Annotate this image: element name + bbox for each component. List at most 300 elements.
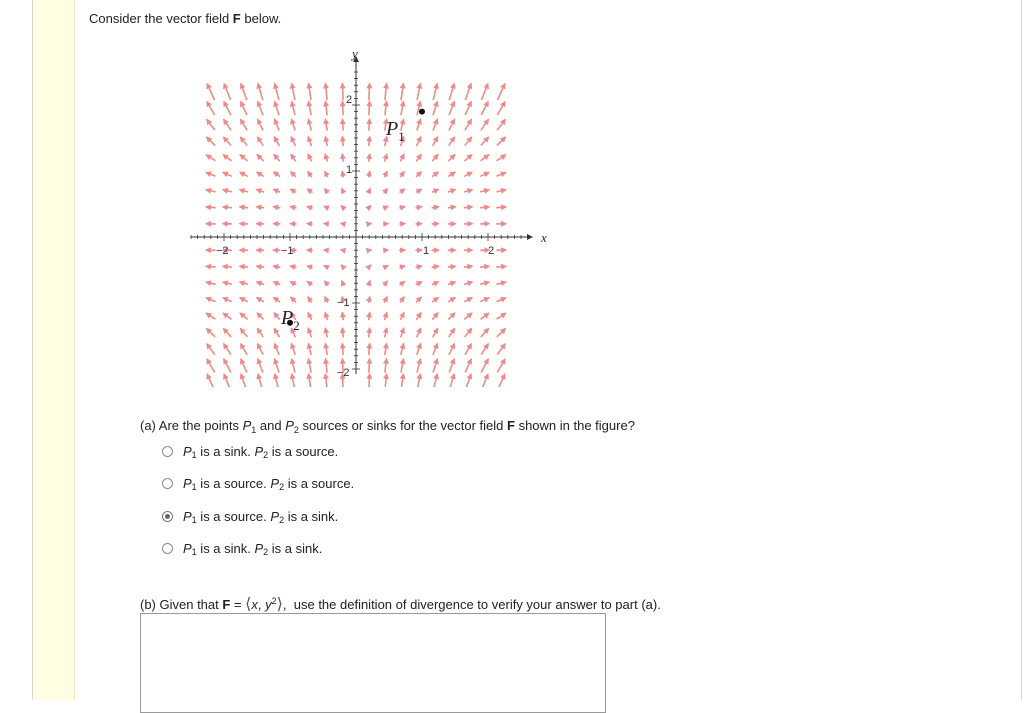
field-arrow <box>432 172 438 177</box>
y-tick-label: 1 <box>346 164 352 176</box>
field-arrow <box>417 359 420 373</box>
point-p2-label: $P_2$ <box>280 307 300 333</box>
field-arrow <box>274 328 279 337</box>
field-arrow <box>274 137 279 146</box>
field-arrow <box>206 172 215 176</box>
field-arrow <box>481 84 488 100</box>
field-arrow <box>432 266 439 267</box>
field-arrow <box>369 297 370 303</box>
field-arrow <box>257 298 264 302</box>
field-arrow <box>206 190 216 192</box>
field-arrow <box>432 313 438 320</box>
field-arrow <box>496 207 506 208</box>
field-arrow <box>290 282 296 285</box>
field-arrow <box>433 101 437 115</box>
field-arrow <box>258 359 263 373</box>
field-arrow <box>481 329 489 337</box>
field-arrow <box>464 266 472 267</box>
field-arrow <box>257 172 264 176</box>
field-arrow <box>449 328 455 337</box>
field-arrow <box>400 172 404 178</box>
field-arrow <box>448 207 456 208</box>
field-arrow <box>325 171 328 177</box>
field-arrow <box>416 313 421 320</box>
field-arrow <box>401 101 404 115</box>
field-arrow <box>385 374 387 387</box>
field-arrow <box>292 359 295 373</box>
field-arrow <box>275 374 279 387</box>
field-arrow <box>498 374 505 387</box>
field-arrow <box>325 297 328 303</box>
x-tick-label: −1 <box>281 245 294 257</box>
field-arrow <box>368 188 370 193</box>
field-arrow <box>240 282 248 284</box>
field-arrow <box>497 172 506 176</box>
field-arrow <box>416 297 421 302</box>
field-arrow <box>256 207 264 208</box>
field-arrow <box>480 298 489 302</box>
field-arrow <box>275 359 279 373</box>
field-arrow <box>400 154 404 161</box>
field-arrow <box>309 83 311 100</box>
field-arrow <box>433 119 438 130</box>
field-arrow <box>417 328 421 337</box>
field-arrow <box>207 137 216 145</box>
field-arrow <box>223 190 232 192</box>
field-arrow <box>464 282 472 284</box>
field-arrow <box>224 344 231 355</box>
field-arrow <box>369 359 370 373</box>
field-arrow <box>256 266 264 267</box>
field-arrow <box>433 374 437 387</box>
field-arrow <box>240 190 248 192</box>
field-arrow <box>292 374 295 387</box>
field-arrow <box>497 298 506 302</box>
field-arrow <box>240 155 248 161</box>
field-arrow <box>207 102 215 115</box>
x-axis-arrowhead <box>527 234 533 240</box>
field-arrow <box>401 374 403 387</box>
field-arrow <box>223 298 232 302</box>
field-arrow <box>449 344 455 355</box>
option-4[interactable]: P 1 is a sink. P 2 is a sink. <box>162 541 322 556</box>
field-arrow <box>400 281 405 285</box>
field-arrow <box>342 137 343 147</box>
x-tick-label: 2 <box>488 245 494 257</box>
field-arrow <box>480 172 489 176</box>
field-arrow <box>240 313 248 319</box>
field-arrow <box>324 281 328 285</box>
field-arrow <box>369 171 370 177</box>
field-arrow <box>496 190 506 192</box>
field-arrow <box>342 101 343 115</box>
x-tick-label: −2 <box>216 245 229 257</box>
field-arrow <box>480 282 489 284</box>
part-a-question: (a) Are the points $P_1$ and $P_2$ sources or sinks for the vector field F shown in the figure? <box>140 418 635 433</box>
field-arrow <box>448 190 456 193</box>
field-arrow <box>369 83 370 100</box>
field-arrow <box>480 190 489 192</box>
field-arrow <box>308 154 312 161</box>
point-p1-dot <box>419 109 425 115</box>
y-tick-label: −1 <box>337 297 350 309</box>
field-arrow <box>307 266 313 268</box>
field-arrow <box>465 102 471 116</box>
field-arrow <box>480 207 489 208</box>
field-arrow <box>307 281 312 285</box>
field-arrow <box>399 266 405 268</box>
field-arrow <box>241 374 247 387</box>
field-arrow <box>241 359 247 373</box>
field-arrow <box>401 359 404 373</box>
field-arrow <box>241 84 247 101</box>
field-arrow <box>384 297 387 303</box>
field-arrow <box>369 374 370 387</box>
option-3[interactable]: P 1 is a source. P 2 is a sink. <box>162 509 338 524</box>
field-arrow <box>341 265 344 268</box>
field-arrow <box>481 374 488 387</box>
field-arrow <box>432 282 439 285</box>
field-arrow <box>368 206 371 209</box>
field-arrow <box>223 207 232 208</box>
field-arrow <box>417 119 421 130</box>
field-arrow <box>497 137 506 145</box>
field-arrow <box>224 119 231 130</box>
field-arrow <box>383 266 388 268</box>
field-arrow <box>465 374 471 387</box>
field-arrow <box>206 155 215 161</box>
field-arrow <box>481 359 488 373</box>
field-arrow <box>291 154 296 161</box>
field-arrow <box>385 154 387 162</box>
field-arrow <box>385 359 387 373</box>
field-arrow <box>274 313 280 320</box>
field-arrow <box>274 154 280 161</box>
field-arrow <box>206 298 215 302</box>
field-arrow <box>417 344 421 355</box>
field-arrow <box>291 297 296 302</box>
field-arrow <box>309 359 312 373</box>
field-arrow <box>257 328 263 337</box>
field-arrow <box>432 154 438 161</box>
field-arrow <box>342 188 344 193</box>
field-arrow <box>292 84 295 101</box>
field-arrow <box>343 83 344 100</box>
field-arrow <box>308 297 312 303</box>
field-arrow <box>383 206 388 208</box>
field-arrow <box>449 84 454 101</box>
field-arrow <box>207 329 216 337</box>
field-arrow <box>308 119 311 130</box>
field-arrow <box>481 102 488 116</box>
option-1-radio[interactable] <box>162 446 173 457</box>
field-arrow <box>258 119 264 130</box>
field-arrow <box>240 298 248 302</box>
field-arrow <box>368 281 370 286</box>
field-arrow <box>369 312 370 320</box>
field-arrow <box>241 344 248 355</box>
field-arrow <box>384 171 387 177</box>
field-arrow <box>224 102 231 116</box>
field-arrow <box>240 137 247 146</box>
field-arrow <box>449 374 454 387</box>
field-arrow <box>497 359 505 372</box>
field-arrow <box>417 84 420 101</box>
field-arrow <box>481 344 488 355</box>
field-arrow <box>432 189 439 192</box>
field-arrow <box>326 374 328 387</box>
field-arrow <box>308 328 311 337</box>
field-arrow <box>273 189 280 192</box>
field-arrow <box>207 84 214 100</box>
field-arrow <box>433 359 437 373</box>
field-arrow <box>367 223 371 224</box>
x-axis-label: x <box>540 230 547 245</box>
field-arrow <box>401 83 403 100</box>
field-arrow <box>433 84 437 101</box>
field-arrow <box>325 343 327 355</box>
field-arrow <box>385 83 387 100</box>
field-arrow <box>240 328 247 337</box>
field-arrow <box>240 207 248 208</box>
field-arrow <box>401 344 404 355</box>
field-arrow <box>400 297 404 303</box>
field-arrow <box>342 312 343 320</box>
field-arrow <box>385 312 387 320</box>
field-arrow <box>448 298 455 302</box>
question-content <box>89 0 1009 700</box>
field-arrow <box>325 137 327 146</box>
field-arrow <box>308 172 312 178</box>
field-arrow <box>369 119 370 131</box>
field-arrow <box>307 189 312 193</box>
field-arrow <box>464 298 472 302</box>
field-arrow <box>223 172 232 176</box>
field-arrow <box>416 172 421 177</box>
field-arrow <box>291 119 295 130</box>
field-arrow <box>465 328 472 337</box>
field-arrow <box>400 313 404 320</box>
field-arrow <box>257 313 264 320</box>
field-arrow <box>416 282 422 285</box>
field-arrow <box>274 297 280 302</box>
field-arrow <box>465 119 472 130</box>
field-arrow <box>497 313 506 319</box>
option-4-radio[interactable] <box>162 543 173 554</box>
y-tick-label: −2 <box>337 367 350 379</box>
field-arrow <box>290 189 296 192</box>
field-arrow <box>369 343 370 355</box>
field-arrow <box>464 172 472 176</box>
field-arrow <box>258 101 263 115</box>
field-arrow <box>465 137 472 146</box>
field-arrow <box>223 282 232 284</box>
field-arrow <box>465 344 472 355</box>
field-arrow <box>448 266 456 267</box>
field-arrow <box>241 102 247 116</box>
field-arrow <box>385 343 387 355</box>
field-arrow <box>433 137 438 146</box>
field-arrow <box>400 189 405 193</box>
field-arrow <box>207 374 214 387</box>
field-arrow <box>206 266 216 267</box>
field-arrow <box>275 344 280 355</box>
field-arrow <box>401 328 404 337</box>
field-arrow <box>497 155 506 161</box>
field-arrow <box>307 207 313 209</box>
point-p1-label: $P_1$ <box>385 118 405 144</box>
field-arrow <box>496 266 506 267</box>
field-arrow <box>369 328 370 338</box>
field-arrow <box>465 359 471 373</box>
field-arrow <box>324 266 329 268</box>
field-arrow <box>342 119 343 131</box>
field-arrow <box>240 266 248 267</box>
answer-textarea[interactable] <box>140 613 606 713</box>
y-tick-label: 2 <box>346 94 352 106</box>
field-arrow <box>291 172 296 177</box>
field-arrow <box>464 313 472 319</box>
field-arrow <box>275 84 279 101</box>
field-arrow <box>324 189 328 193</box>
field-arrow <box>385 328 387 337</box>
field-arrow <box>342 328 343 338</box>
field-arrow <box>497 344 505 355</box>
field-arrow <box>449 137 455 146</box>
field-arrow <box>481 137 489 145</box>
field-arrow <box>325 328 327 337</box>
field-arrow <box>207 119 215 130</box>
field-arrow <box>275 119 280 130</box>
field-arrow <box>326 359 328 373</box>
field-arrow <box>417 374 420 387</box>
field-arrow <box>399 207 405 209</box>
field-arrow <box>325 154 327 162</box>
field-arrow <box>432 297 438 302</box>
field-arrow <box>206 282 216 284</box>
field-arrow <box>290 266 296 267</box>
field-arrow <box>309 374 311 387</box>
field-arrow <box>416 266 422 267</box>
part-b-question: (b) Given that F = ⟨x, $y^2⟩$, use the definition of divergence to verify your answer to part (a). <box>140 594 661 614</box>
y-axis-label: y <box>350 46 358 61</box>
field-arrow <box>341 223 345 224</box>
field-arrow <box>433 328 438 337</box>
field-arrow <box>481 313 489 319</box>
field-arrow <box>257 137 263 146</box>
field-arrow <box>449 119 455 130</box>
field-arrow <box>273 207 280 208</box>
field-arrow <box>342 154 343 162</box>
field-arrow <box>224 359 231 373</box>
field-arrow <box>449 101 454 115</box>
field-arrow <box>497 329 506 337</box>
field-arrow <box>464 190 472 192</box>
field-arrow <box>385 101 387 115</box>
field-arrow <box>416 207 422 208</box>
field-arrow <box>449 359 454 373</box>
field-arrow <box>325 119 327 131</box>
field-arrow <box>240 172 248 176</box>
option-3-radio[interactable] <box>162 511 173 522</box>
field-arrow <box>206 207 216 208</box>
field-arrow <box>481 119 488 130</box>
field-arrow <box>206 313 215 319</box>
field-arrow <box>308 313 312 320</box>
field-arrow <box>223 137 231 145</box>
field-arrow <box>384 189 388 193</box>
field-arrow <box>342 171 343 177</box>
field-arrow <box>292 101 295 115</box>
field-arrow <box>448 282 456 285</box>
field-arrow <box>308 137 311 146</box>
field-arrow <box>258 84 263 101</box>
field-arrow <box>341 250 345 251</box>
field-arrow <box>448 172 455 176</box>
field-arrow <box>417 137 421 146</box>
field-arrow <box>326 83 328 100</box>
field-arrow <box>448 313 455 320</box>
field-arrow <box>223 266 232 267</box>
field-arrow <box>432 207 439 208</box>
field-arrow <box>324 206 329 208</box>
field-arrow <box>369 154 370 162</box>
field-arrow <box>496 282 506 284</box>
intro-text: Consider the vector field F below. <box>89 11 281 26</box>
option-1[interactable]: P 1 is a sink. P 2 is a source. <box>162 444 338 459</box>
field-arrow <box>433 344 438 355</box>
field-arrow <box>416 154 421 161</box>
field-arrow <box>257 282 265 285</box>
field-arrow <box>258 374 263 387</box>
field-arrow <box>223 329 231 337</box>
field-arrow <box>224 84 231 100</box>
field-arrow <box>275 101 279 115</box>
option-2[interactable]: P 1 is a source. P 2 is a source. <box>162 476 354 491</box>
field-arrow <box>369 137 370 147</box>
field-arrow <box>448 155 455 162</box>
field-arrow <box>367 250 371 251</box>
field-arrow <box>416 189 422 192</box>
field-arrow <box>257 190 265 193</box>
field-arrow <box>464 155 472 161</box>
field-arrow <box>464 207 472 208</box>
field-arrow <box>309 101 312 115</box>
field-arrow <box>342 343 343 355</box>
field-arrow <box>481 155 489 161</box>
option-2-radio[interactable] <box>162 478 173 489</box>
field-arrow <box>290 207 296 208</box>
field-arrow <box>241 119 248 130</box>
question-gutter <box>33 0 75 700</box>
field-arrow <box>273 282 280 285</box>
field-arrow <box>480 266 489 267</box>
field-arrow <box>498 84 505 100</box>
field-arrow <box>273 266 280 267</box>
field-arrow <box>465 84 471 101</box>
field-arrow <box>207 359 215 372</box>
field-arrow <box>274 172 280 177</box>
field-arrow <box>497 102 505 115</box>
field-arrow <box>342 281 344 286</box>
field-arrow <box>384 281 388 285</box>
x-tick-label: 1 <box>423 245 429 257</box>
field-arrow <box>258 344 264 355</box>
field-arrow <box>223 313 231 319</box>
vector-field-plot <box>189 42 559 387</box>
field-arrow <box>369 101 370 115</box>
field-arrow <box>291 344 295 355</box>
